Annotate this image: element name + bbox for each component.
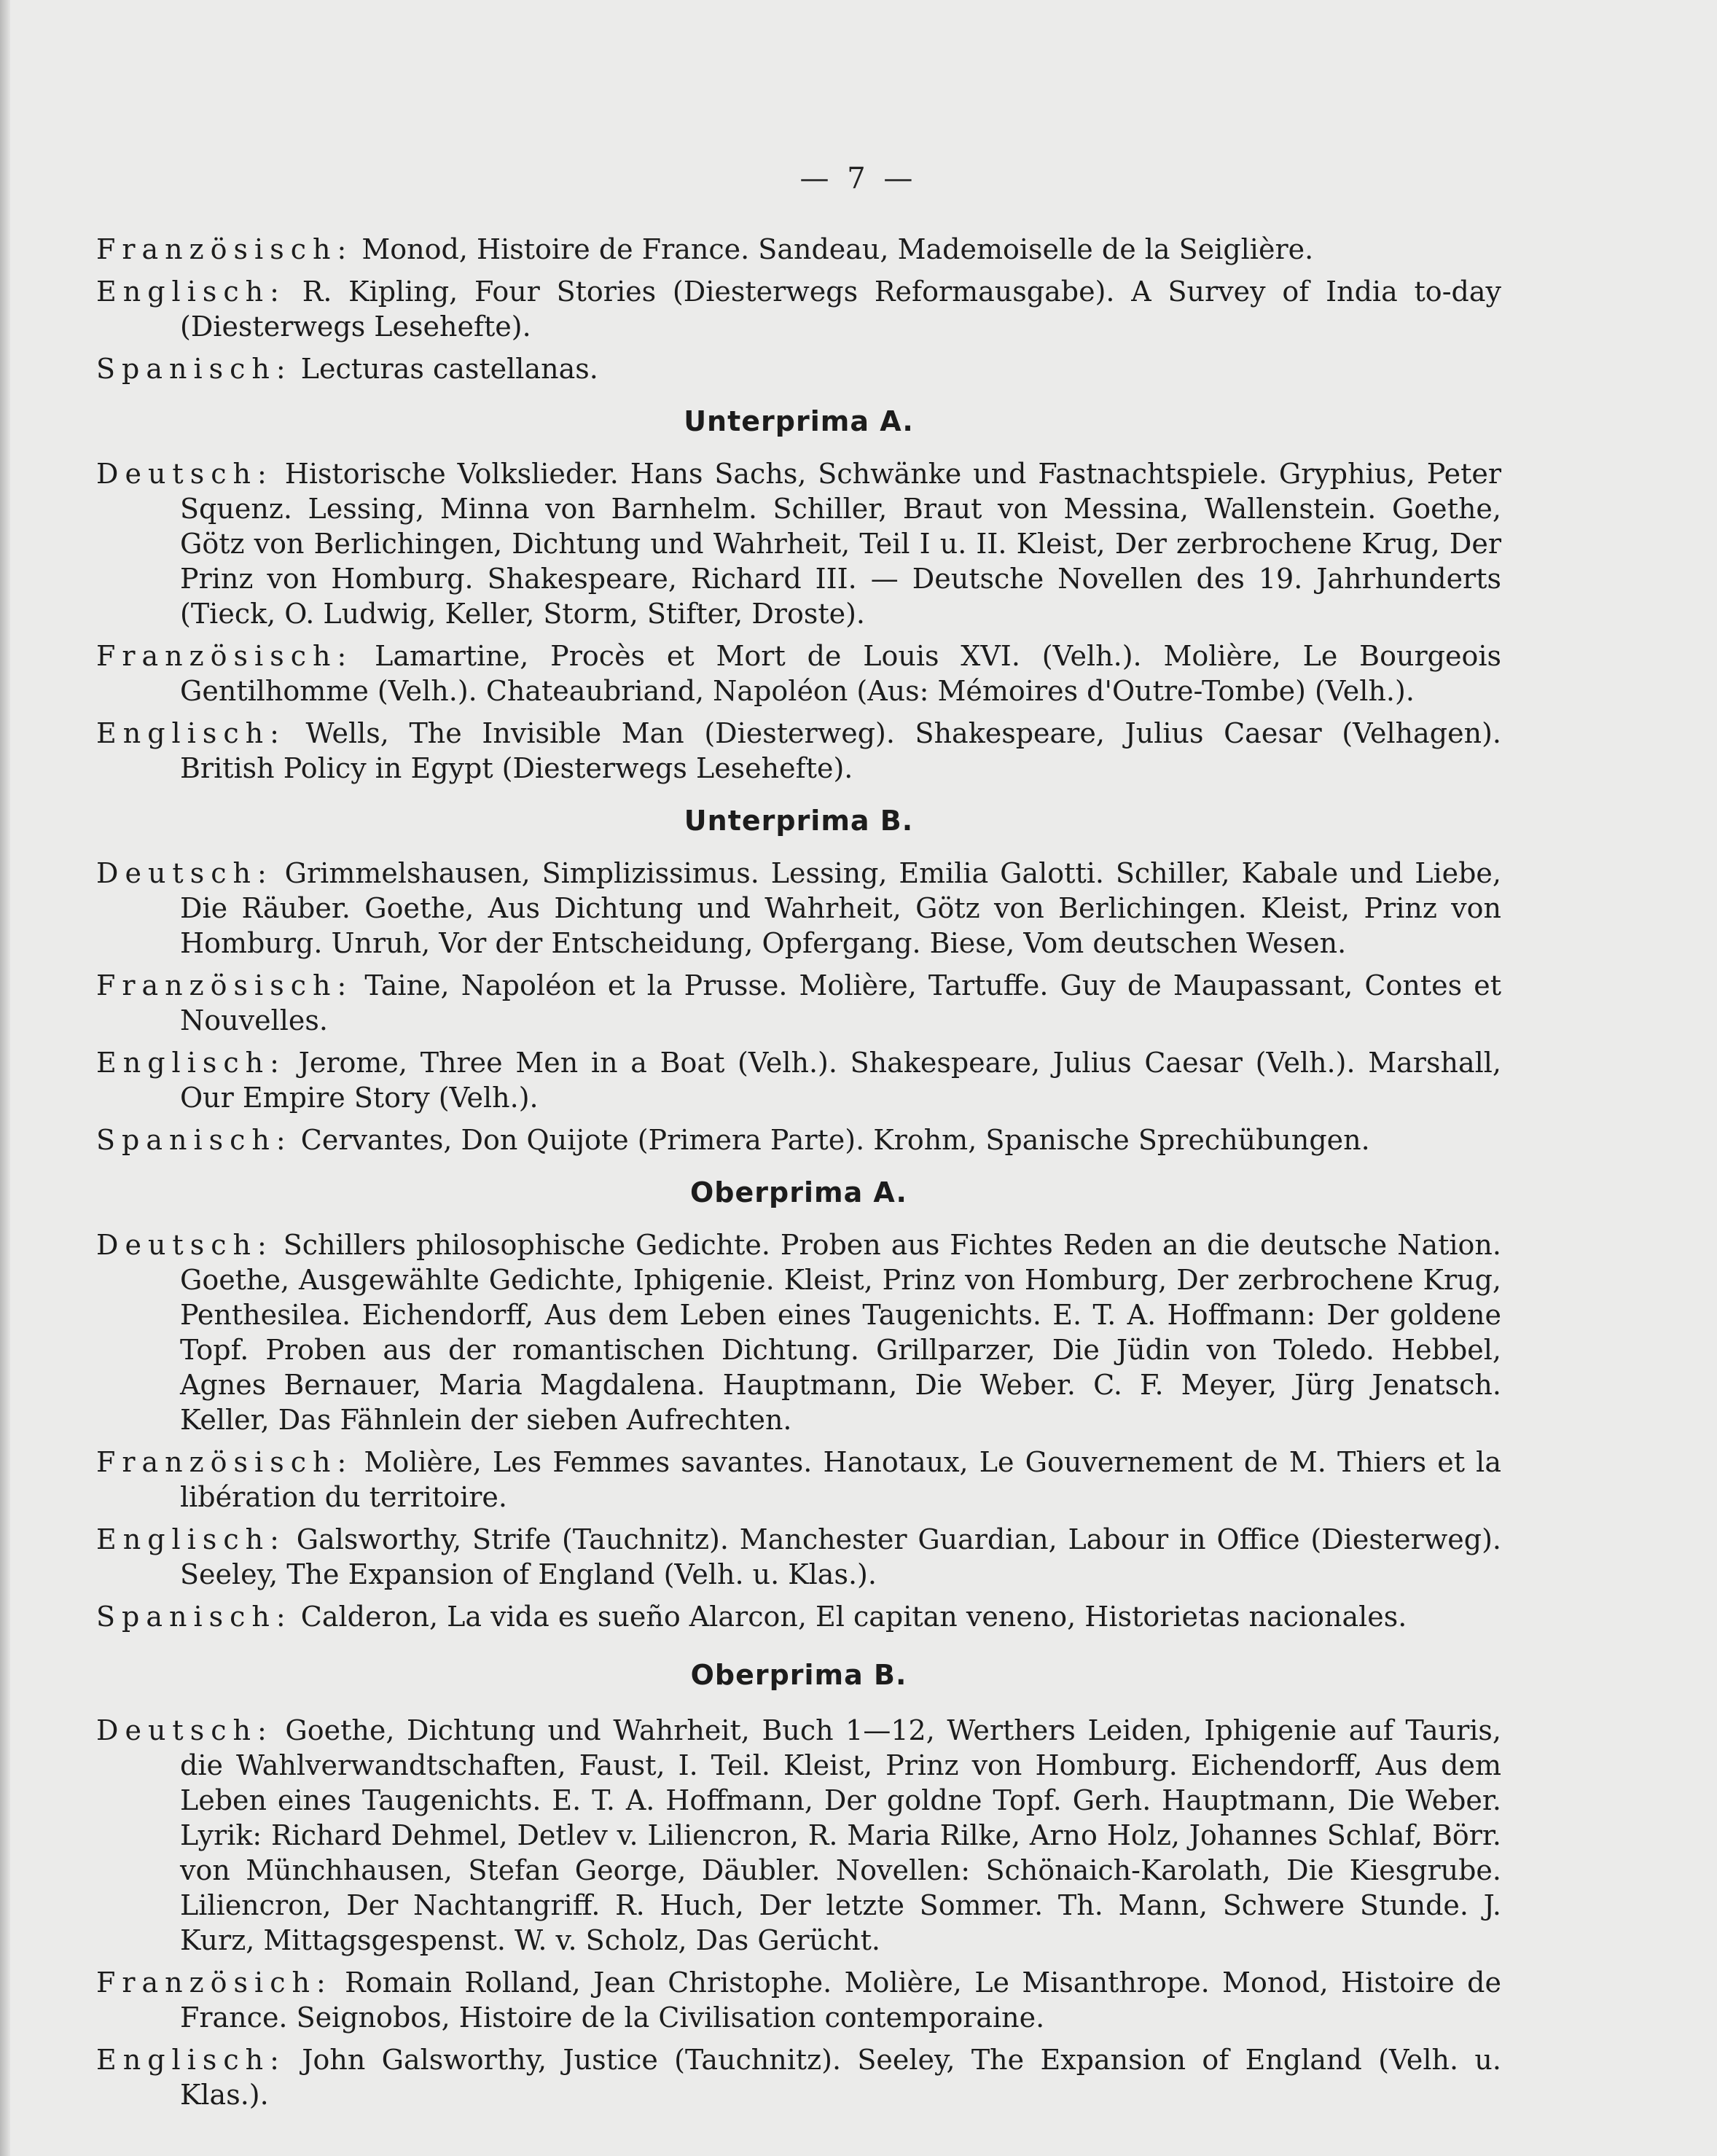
reading-list: Romain Rolland, Jean Christophe. Molière, Le Misanthrope. Monod, Histoire de France. Seignobos, Histoire de la Civilisation contemporaine. [180, 1966, 1501, 2034]
list-item [96, 968, 1501, 1038]
subject-label: Englisch: [96, 1523, 286, 1555]
reading-list: Molière, Les Femmes savantes. Hanotaux, Le Gouvernement de M. Thiers et la libération du territoire. [180, 1446, 1501, 1513]
list-item [96, 856, 1501, 961]
reading-list: Lecturas castellanas. [300, 353, 598, 385]
list-item [96, 456, 1501, 631]
list-item [96, 1599, 1501, 1634]
reading-list: Calderon, La vida es sueño Alarcon, El capitan veneno, Historietas nacionales. [300, 1601, 1407, 1633]
list-item [96, 1445, 1501, 1515]
reading-list: Goethe, Dichtung und Wahrheit, Buch 1—12, Werthers Leiden, Iphigenie auf Tauris, die Wahlverwandtschaften, Faust, I. Teil. Kleist, Prinz von Homburg. Eichendorff, Aus dem Leben eines Taugenichts. E. T. A. Hoffmann, Der goldne Topf. Gerh. Hauptmann, Die Weber. Lyrik: Richard Dehmel, Detlev v. Liliencron, R. Maria Rilke, Arno Holz, Johannes Schlaf, Börr. von Münchhausen, Stefan George, Däubler. Novellen: Schönaich-Karolath, Die Kiesgrube. Liliencron, Der Nachtangriff. R. Huch, Der letzte Sommer. Th. Mann, Schwere Stunde. J. Kurz, Mittagsgespenst. W. v. Scholz, Das Gerücht. [180, 1714, 1501, 1956]
subject-label: Französisch: [96, 233, 353, 265]
list-item [96, 274, 1501, 344]
subject-label: Deutsch: [96, 857, 273, 889]
list-item [96, 1122, 1501, 1157]
section-heading: Unterprima A. [684, 405, 914, 437]
list-item [96, 1045, 1501, 1115]
list-item [96, 232, 1501, 267]
document-body [96, 232, 1501, 2120]
list-item [96, 1227, 1501, 1437]
list-item [96, 1713, 1501, 1958]
subject-label: Deutsch: [96, 1714, 273, 1746]
reading-list: Lamartine, Procès et Mort de Louis XVI. (Velh.). Molière, Le Bourgeois Gentilhomme (Velh.). Chateaubriand, Napoléon (Aus: Mémoires d'Outre-Tombe) (Velh.). [180, 640, 1501, 707]
subject-label: Englisch: [96, 1047, 286, 1079]
subject-label: Französisch: [96, 1446, 353, 1478]
section-heading: Oberprima B. [690, 1659, 907, 1691]
reading-list: Taine, Napoléon et la Prusse. Molière, Tartuffe. Guy de Maupassant, Contes et Nouvelles. [180, 969, 1501, 1036]
list-item [96, 1522, 1501, 1592]
list-item [96, 351, 1501, 386]
reading-list: Jerome, Three Men in a Boat (Velh.). Shakespeare, Julius Caesar (Velh.). Marshall, Our Empire Story (Velh.). [180, 1047, 1501, 1114]
section-heading: Oberprima A. [689, 1176, 907, 1208]
page-number: — 7 — [799, 162, 918, 195]
subject-label: Französich: [96, 1966, 332, 1999]
section-heading: Unterprima B. [684, 805, 914, 837]
subject-label: Spanisch: [96, 1124, 292, 1156]
reading-list: Schillers philosophische Gedichte. Proben aus Fichtes Reden an die deutsche Nation. Goethe, Ausgewählte Gedichte, Iphigenie. Kleist, Prinz von Homburg, Der zerbrochene Krug, Penthesilea. Eichendorff, Aus dem Leben eines Taugenichts. E. T. A. Hoffmann: Der goldene Topf. Proben aus der romantischen Dichtung. Grillparzer, Die Jüdin von Toledo. Hebbel, Agnes Bernauer, Maria Magdalena. Hauptmann, Die Weber. C. F. Meyer, Jürg Jenatsch. Keller, Das Fähnlein der sieben Aufrechten. [180, 1229, 1501, 1436]
subject-label: Französisch: [96, 640, 353, 672]
list-item [96, 1965, 1501, 2035]
reading-list: R. Kipling, Four Stories (Diesterwegs Reformausgabe). A Survey of India to-day (Diesterwegs Lesehefte). [180, 276, 1501, 343]
reading-list: Grimmelshausen, Simplizissimus. Lessing, Emilia Galotti. Schiller, Kabale und Liebe, Die Räuber. Goethe, Aus Dichtung und Wahrheit, Götz von Berlichingen. Kleist, Prinz von Homburg. Unruh, Vor der Entscheidung, Opfergang. Biese, Vom deutschen Wesen. [180, 857, 1501, 959]
subject-label: Deutsch: [96, 1229, 273, 1261]
subject-label: Spanisch: [96, 353, 292, 385]
list-item [96, 2042, 1501, 2112]
subject-label: Französisch: [96, 969, 353, 1001]
subject-label: Englisch: [96, 2044, 286, 2076]
reading-list: Galsworthy, Strife (Tauchnitz). Manchester Guardian, Labour in Office (Diesterweg). Seeley, The Expansion of England (Velh. u. Klas.). [180, 1523, 1501, 1590]
subject-label: Englisch: [96, 276, 286, 308]
reading-list: Historische Volkslieder. Hans Sachs, Schwänke und Fastnachtspiele. Gryphius, Peter Squenz. Lessing, Minna von Barnhelm. Schiller, Braut von Messina, Wallenstein. Goethe, Götz von Berlichingen, Dichtung und Wahrheit, Teil I u. II. Kleist, Der zerbrochene Krug, Der Prinz von Homburg. Shakespeare, Richard III. — Deutsche Novellen des 19. Jahrhunderts (Tieck, O. Ludwig, Keller, Storm, Stifter, Droste). [180, 458, 1501, 630]
reading-list: John Galsworthy, Justice (Tauchnitz). Seeley, The Expansion of England (Velh. u. Klas.). [180, 2044, 1501, 2111]
page-edge-shadow [0, 0, 10, 2156]
list-item [96, 716, 1501, 786]
reading-list: Wells, The Invisible Man (Diesterweg). Shakespeare, Julius Caesar (Velhagen). British Policy in Egypt (Diesterwegs Lesehefte). [180, 717, 1501, 784]
subject-label: Englisch: [96, 717, 286, 749]
subject-label: Spanisch: [96, 1601, 292, 1633]
subject-label: Deutsch: [96, 458, 273, 490]
reading-list: Cervantes, Don Quijote (Primera Parte). Krohm, Spanische Sprechübungen. [300, 1124, 1370, 1156]
list-item [96, 638, 1501, 708]
reading-list: Monod, Histoire de France. Sandeau, Mademoiselle de la Seiglière. [361, 233, 1314, 265]
